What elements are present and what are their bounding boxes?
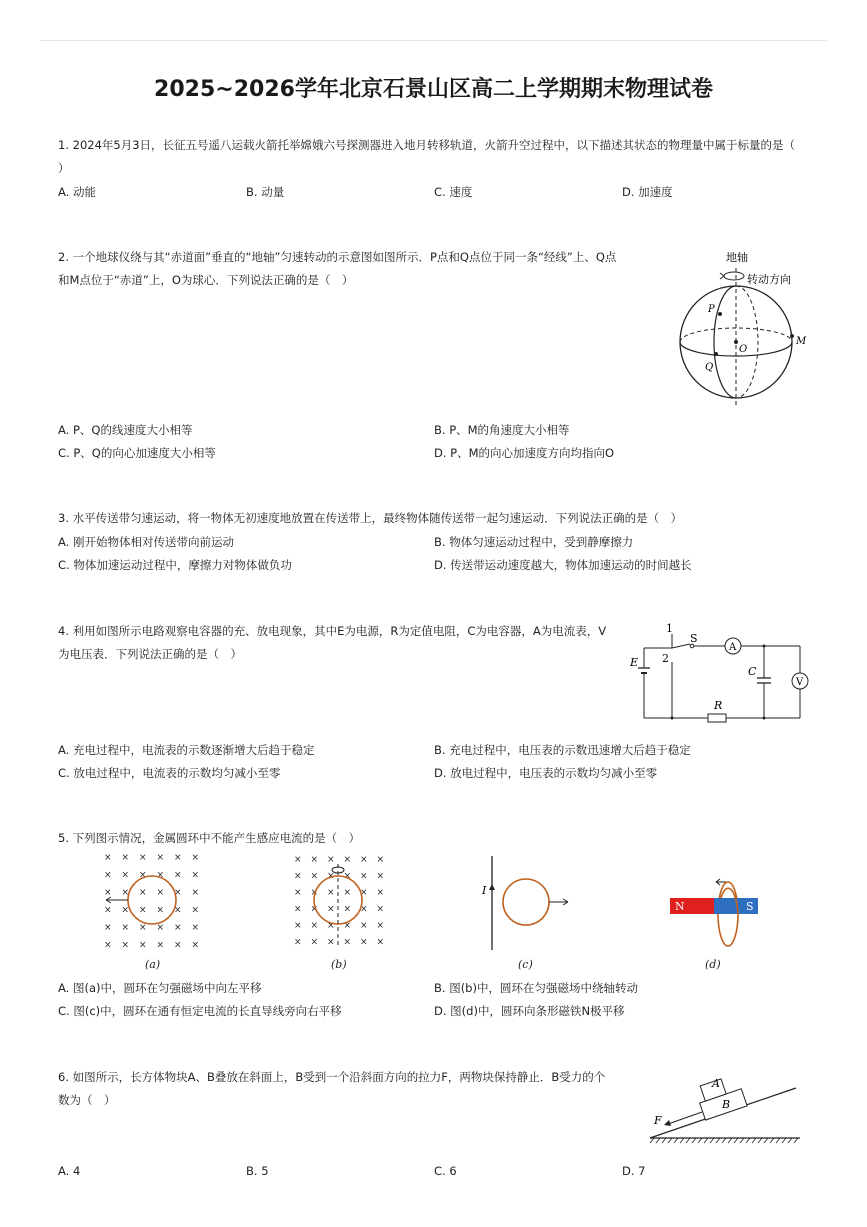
q4-option-b[interactable]: B. 充电过程中，电压表的示数迅速增大后趋于稳定 xyxy=(434,743,691,757)
field-cross: × xyxy=(139,923,147,933)
field-cross: × xyxy=(121,923,130,933)
globe-figure xyxy=(670,246,820,412)
figure-d xyxy=(666,870,766,954)
point-m: M xyxy=(796,336,807,347)
field-cross: × xyxy=(310,921,319,931)
field-cross: × xyxy=(156,905,165,916)
q3-option-c[interactable]: C. 物体加速运动过程中，摩擦力对物体做负功 xyxy=(58,558,292,572)
question-2-stem xyxy=(58,246,668,292)
field-cross: × xyxy=(121,870,130,881)
question-3-text: 3. 水平传送带匀速运动，将一物体无初速度地放置在传送带上，最终物体随传送带一起匀速运动．下列说法正确的是（ ） xyxy=(58,511,683,525)
q5-option-d[interactable]: D. 图(d)中，圆环向条形磁铁N极平移 xyxy=(434,1004,625,1018)
q1-option-d[interactable]: D. 加速度 xyxy=(622,185,673,199)
q5-option-c[interactable]: C. 图(c)中，圆环在通有恒定电流的长直导线旁向右平移 xyxy=(58,1004,342,1018)
field-cross: × xyxy=(139,940,147,951)
question-5-stem xyxy=(58,827,818,850)
magnet-n-label: N xyxy=(675,900,685,913)
question-3-stem xyxy=(58,507,818,530)
field-cross: × xyxy=(104,853,112,863)
question-1-text-2: ） xyxy=(58,161,70,175)
field-cross: × xyxy=(343,888,352,898)
field-cross: × xyxy=(294,937,302,948)
field-cross: × xyxy=(191,905,200,916)
switch-s-label: S xyxy=(690,632,698,645)
field-cross: × xyxy=(310,871,319,882)
field-cross: × xyxy=(376,921,385,931)
question-2-text-2: 和M点位于“赤道”上，O为球心．下列说法正确的是（ ） xyxy=(58,273,354,287)
field-cross: × xyxy=(104,923,112,933)
question-1-stem xyxy=(58,134,818,180)
block-a-label: A xyxy=(712,1077,720,1090)
field-cross: × xyxy=(327,904,335,915)
question-1-text: 1. 2024年5月3日，长征五号遥八运载火箭托举嫦娥六号探测器进入地月转移轨道，火箭升空过程中，以下描述其状态的物理量中属于标量的是（ xyxy=(58,138,796,152)
q6-option-d[interactable]: D. 7 xyxy=(622,1164,646,1178)
field-cross: × xyxy=(310,855,319,865)
question-2-text: 2. 一个地球仪绕与其“赤道面”垂直的“地轴”匀速转动的示意图如图所示．P点和Q点位于同一条“经线”上、Q点 xyxy=(58,250,617,264)
field-cross: × xyxy=(191,853,200,863)
field-cross: × xyxy=(121,940,130,951)
figure-c xyxy=(478,852,578,952)
q5-option-a[interactable]: A. 图(a)中，圆环在匀强磁场中向左平移 xyxy=(58,981,262,995)
caption-c: (c) xyxy=(518,958,533,971)
incline-figure xyxy=(646,1068,806,1144)
source-e-label: E xyxy=(630,656,639,669)
point-q: Q xyxy=(705,362,714,373)
capacitor-c-label: C xyxy=(748,665,757,678)
field-cross: × xyxy=(174,870,182,881)
field-cross: × xyxy=(376,855,385,865)
circuit-figure xyxy=(628,620,818,724)
q4-option-a[interactable]: A. 充电过程中，电流表的示数逐渐增大后趋于稳定 xyxy=(58,743,315,757)
q1-option-c[interactable]: C. 速度 xyxy=(434,185,473,199)
field-cross: × xyxy=(343,871,352,882)
field-cross: × xyxy=(156,888,165,898)
field-cross: × xyxy=(360,904,368,915)
q6-option-b[interactable]: B. 5 xyxy=(246,1164,269,1178)
field-cross: × xyxy=(121,905,130,916)
q2-option-a[interactable]: A. P、Q的线速度大小相等 xyxy=(58,423,193,437)
field-cross: × xyxy=(310,888,319,898)
field-cross: × xyxy=(156,870,165,881)
field-cross: × xyxy=(360,937,368,948)
field-cross: × xyxy=(310,937,319,948)
field-cross: × xyxy=(294,855,302,865)
field-cross: × xyxy=(376,888,385,898)
field-cross: × xyxy=(343,937,352,948)
field-cross: × xyxy=(139,853,147,863)
field-cross: × xyxy=(191,888,200,898)
q6-option-c[interactable]: C. 6 xyxy=(434,1164,457,1178)
caption-b: (b) xyxy=(331,958,347,971)
field-cross: × xyxy=(156,923,165,933)
field-cross: × xyxy=(343,904,352,915)
field-cross: × xyxy=(310,904,319,915)
q3-option-b[interactable]: B. 物体匀速运动过程中，受到静摩擦力 xyxy=(434,535,634,549)
question-5-text: 5. 下列图示情况，金属圆环中不能产生感应电流的是（ ） xyxy=(58,831,361,845)
field-cross: × xyxy=(191,923,200,933)
field-cross: × xyxy=(327,937,335,948)
resistor-r-label: R xyxy=(714,699,723,712)
force-f-label: F xyxy=(654,1114,662,1127)
field-cross: × xyxy=(191,870,200,881)
field-cross: × xyxy=(104,870,112,881)
voltmeter-label: V xyxy=(796,677,804,688)
q2-option-b[interactable]: B. P、M的角速度大小相等 xyxy=(434,423,570,437)
field-cross: × xyxy=(294,871,302,882)
q6-option-a[interactable]: A. 4 xyxy=(58,1164,81,1178)
field-cross: × xyxy=(376,937,385,948)
field-cross: × xyxy=(343,855,352,865)
field-cross: × xyxy=(104,905,112,916)
question-4-stem xyxy=(58,620,638,666)
field-cross: × xyxy=(104,940,112,951)
rotation-label: 转动方向 xyxy=(747,273,791,286)
field-cross: × xyxy=(327,855,335,865)
field-cross: × xyxy=(376,904,385,915)
field-cross: × xyxy=(343,921,352,931)
field-cross: × xyxy=(360,888,368,898)
field-cross: × xyxy=(174,940,182,951)
ammeter-label: A xyxy=(729,642,737,653)
current-i-label: I xyxy=(482,884,487,897)
point-o: O xyxy=(739,344,748,355)
field-cross: × xyxy=(327,888,335,898)
block-b-label: B xyxy=(722,1098,731,1111)
field-cross: × xyxy=(121,853,130,863)
top-divider xyxy=(40,40,827,41)
field-cross: × xyxy=(174,923,182,933)
question-6-text: 6. 如图所示，长方体物块A、B叠放在斜面上，B受到一个沿斜面方向的拉力F，两物块保持静止．B受力的个 xyxy=(58,1070,606,1084)
axis-label: 地轴 xyxy=(726,251,748,264)
question-6-stem xyxy=(58,1066,628,1112)
caption-d: (d) xyxy=(705,958,721,971)
field-cross: × xyxy=(156,853,165,863)
point-p: P xyxy=(708,304,715,315)
field-cross: × xyxy=(294,888,302,898)
field-cross: × xyxy=(376,871,385,882)
q4-option-c[interactable]: C. 放电过程中，电流表的示数均匀减小至零 xyxy=(58,766,281,780)
q1-option-b[interactable]: B. 动量 xyxy=(246,185,285,199)
q2-option-c[interactable]: C. P、Q的向心加速度大小相等 xyxy=(58,446,216,460)
q3-option-d[interactable]: D. 传送带运动速度越大，物体加速运动的时间越长 xyxy=(434,558,692,572)
field-cross: × xyxy=(139,870,147,881)
field-cross: × xyxy=(360,855,368,865)
q4-option-d[interactable]: D. 放电过程中，电压表的示数均匀减小至零 xyxy=(434,766,658,780)
field-cross: × xyxy=(139,888,147,898)
field-cross: × xyxy=(174,853,182,863)
switch-pos-2: 2 xyxy=(662,652,669,665)
q3-option-a[interactable]: A. 刚开始物体相对传送带向前运动 xyxy=(58,535,234,549)
question-4-text-2: 为电压表．下列说法正确的是（ ） xyxy=(58,647,242,661)
q5-option-b[interactable]: B. 图(b)中，圆环在匀强磁场中绕轴转动 xyxy=(434,981,638,995)
field-cross: × xyxy=(327,921,335,931)
question-4-text: 4. 利用如图所示电路观察电容器的充、放电现象，其中E为电源，R为定值电阻，C为电容器，A为电流表，V xyxy=(58,624,607,638)
field-cross: × xyxy=(156,940,165,951)
field-cross: × xyxy=(139,905,147,916)
field-cross: × xyxy=(121,888,130,898)
page-title: 2025~2026学年北京石景山区高二上学期期末物理试卷 xyxy=(154,77,713,102)
caption-a: (a) xyxy=(145,958,161,971)
figure-b xyxy=(288,850,388,952)
field-cross: × xyxy=(191,940,200,951)
field-cross: × xyxy=(294,921,302,931)
field-cross: × xyxy=(174,888,182,898)
question-6-text-2: 数为（ ） xyxy=(58,1093,116,1107)
field-cross: × xyxy=(360,871,368,882)
magnet-s-label: S xyxy=(746,900,754,913)
field-cross: × xyxy=(327,871,335,882)
field-cross: × xyxy=(104,888,112,898)
figure-a xyxy=(98,850,208,952)
field-cross: × xyxy=(294,904,302,915)
field-cross: × xyxy=(174,905,182,916)
q2-option-d[interactable]: D. P、M的向心加速度方向均指向O xyxy=(434,446,615,460)
field-cross: × xyxy=(360,921,368,931)
switch-pos-1: 1 xyxy=(666,622,673,635)
q1-option-a[interactable]: A. 动能 xyxy=(58,185,96,199)
